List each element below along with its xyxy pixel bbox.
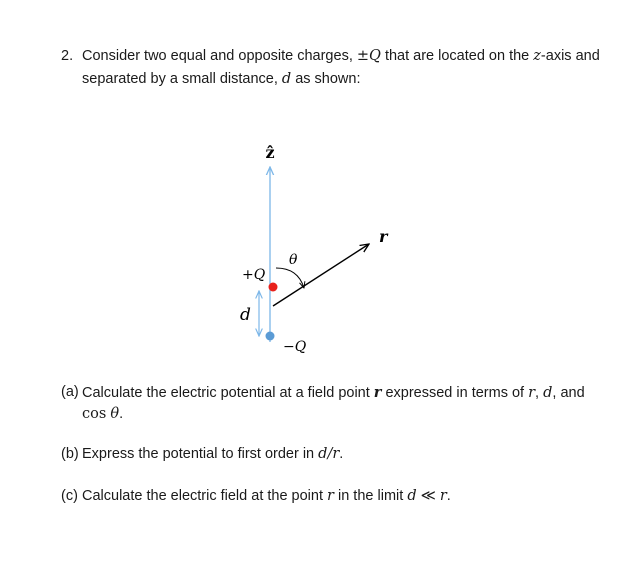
d-symbol-c: d <box>407 488 417 504</box>
period: . <box>339 446 344 462</box>
part-a-label: (a) <box>61 384 79 400</box>
part-b-label: (b) <box>61 446 79 462</box>
z-symbol: z <box>533 48 541 64</box>
theta-arc <box>276 268 304 288</box>
part-a-text-1: Calculate the electric potential at a field point <box>82 385 374 401</box>
positive-charge <box>269 283 278 292</box>
r-symbol-c: r <box>327 488 334 504</box>
d-label: d <box>240 305 251 325</box>
part-c-text-1: Calculate the electric field at the point <box>82 488 328 504</box>
intro-text-3: -axis and <box>540 48 600 64</box>
part-c-label: (c) <box>61 488 78 504</box>
part-a-line-2 <box>82 406 123 422</box>
r-label: r <box>379 227 388 246</box>
d-symbol: d <box>281 71 292 87</box>
period: . <box>446 488 451 504</box>
r-symbol-c2: r <box>439 488 447 504</box>
charge-symbol: Q <box>369 48 381 64</box>
plus-q-label: +Q <box>242 267 266 283</box>
z-hat-label: ẑ <box>265 143 275 162</box>
intro-text-2: that are located on the <box>380 48 534 64</box>
intro-text-4: separated by a small distance, <box>82 71 282 87</box>
cos-text: cos <box>82 406 107 422</box>
intro-text-5: as shown: <box>291 71 361 87</box>
d-symbol-a: d <box>543 385 553 401</box>
minus-q-label: −Q <box>283 339 307 355</box>
theta-label: θ <box>289 252 298 268</box>
part-c-text-2: in the limit <box>333 488 408 504</box>
part-b <box>61 446 344 462</box>
part-c <box>61 488 451 504</box>
part-a-line-1 <box>61 384 585 401</box>
part-b-text: Express the potential to first order in <box>82 446 319 462</box>
much-less-symbol: ≪ <box>420 488 436 504</box>
r-symbol: r <box>528 385 536 401</box>
period: . <box>119 406 124 422</box>
comma: , <box>535 385 544 401</box>
problem-number: 2. <box>61 48 74 64</box>
theta-symbol: θ <box>110 406 120 422</box>
negative-charge <box>266 332 275 341</box>
part-a-text-3: , and <box>552 385 585 401</box>
plus-minus-symbol: ± <box>356 48 370 64</box>
intro-text-1: Consider two equal and opposite charges, <box>82 48 357 64</box>
part-a-text-2: expressed in terms of <box>381 385 529 401</box>
r-vector-line <box>273 244 369 306</box>
d-over-r: d/r <box>318 446 340 462</box>
r-vector-symbol: r <box>373 384 382 401</box>
